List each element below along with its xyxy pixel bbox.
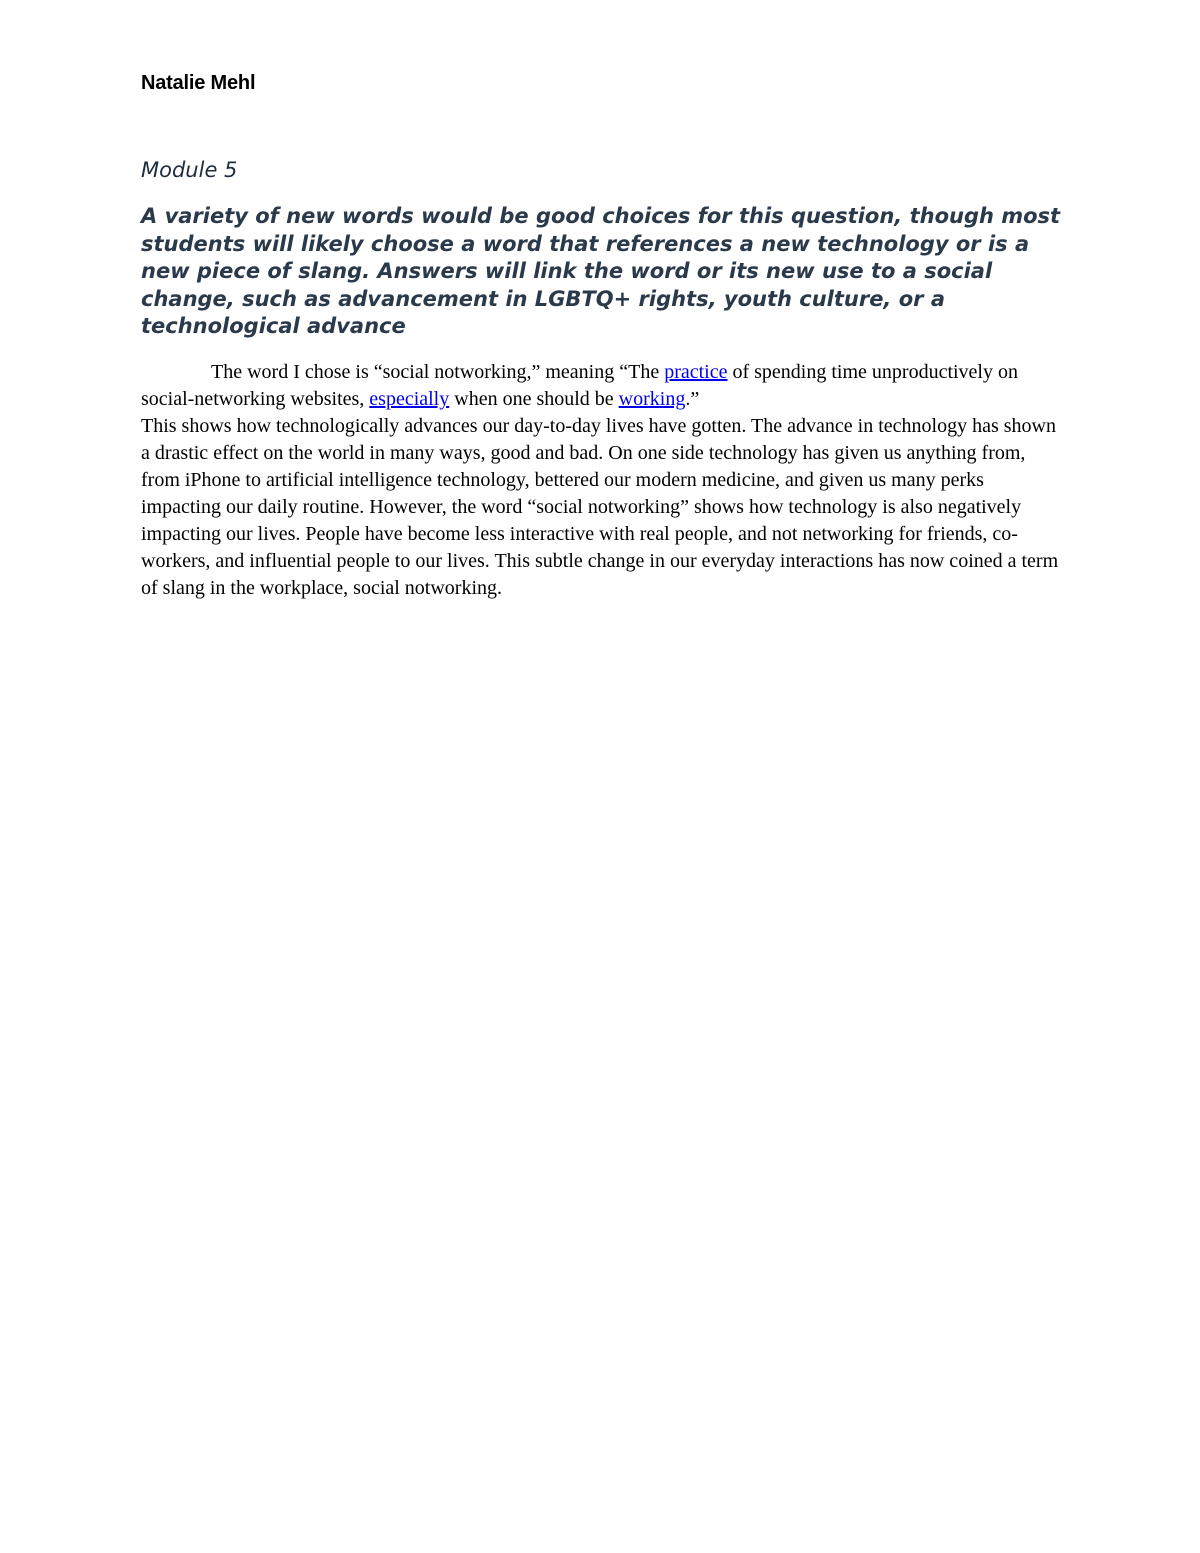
answer-text-part-2: of spending time unproductively on social-networking websites, (141, 361, 1018, 410)
module-heading: Module 5 (141, 158, 238, 182)
answer-text-part-1: The word I chose is “social notworking,” meaning “The (211, 361, 665, 383)
question-prompt: A variety of new words would be good choices for this question, though most students will likely choose a word that references a new technology or is a new piece of slang. Answers will link the word or its new use to a social change, such as advancement in LGBTQ+ rights, youth culture, or a technological advance (141, 204, 1061, 338)
practice-link[interactable]: practice (664, 361, 728, 383)
author-name: Natalie Mehl (141, 72, 256, 94)
answer-paragraph (141, 359, 1066, 602)
answer-text-part-3: when one should be (449, 388, 619, 410)
answer-text-part-5: This shows how technologically advances our day-to-day lives have gotten. The advance in technology has shown a drastic effect on the world in many ways, good and bad. On one side technology has given us anything from, from iPhone to artificial intelligence technology, bettered our modern medicine, and given us many perks impacting our daily routine. However, the word “social notworking” shows how technology is also negatively impacting our lives. People have become less interactive with real people, and not networking for friends, co-workers, and influential people to our lives. This subtle change in our everyday interactions has now coined a term of slang in the workplace, social notworking. (141, 415, 1059, 599)
especially-link[interactable]: especially (369, 388, 450, 410)
answer-text-part-4: .” (685, 388, 700, 410)
working-link[interactable]: working (618, 388, 686, 410)
